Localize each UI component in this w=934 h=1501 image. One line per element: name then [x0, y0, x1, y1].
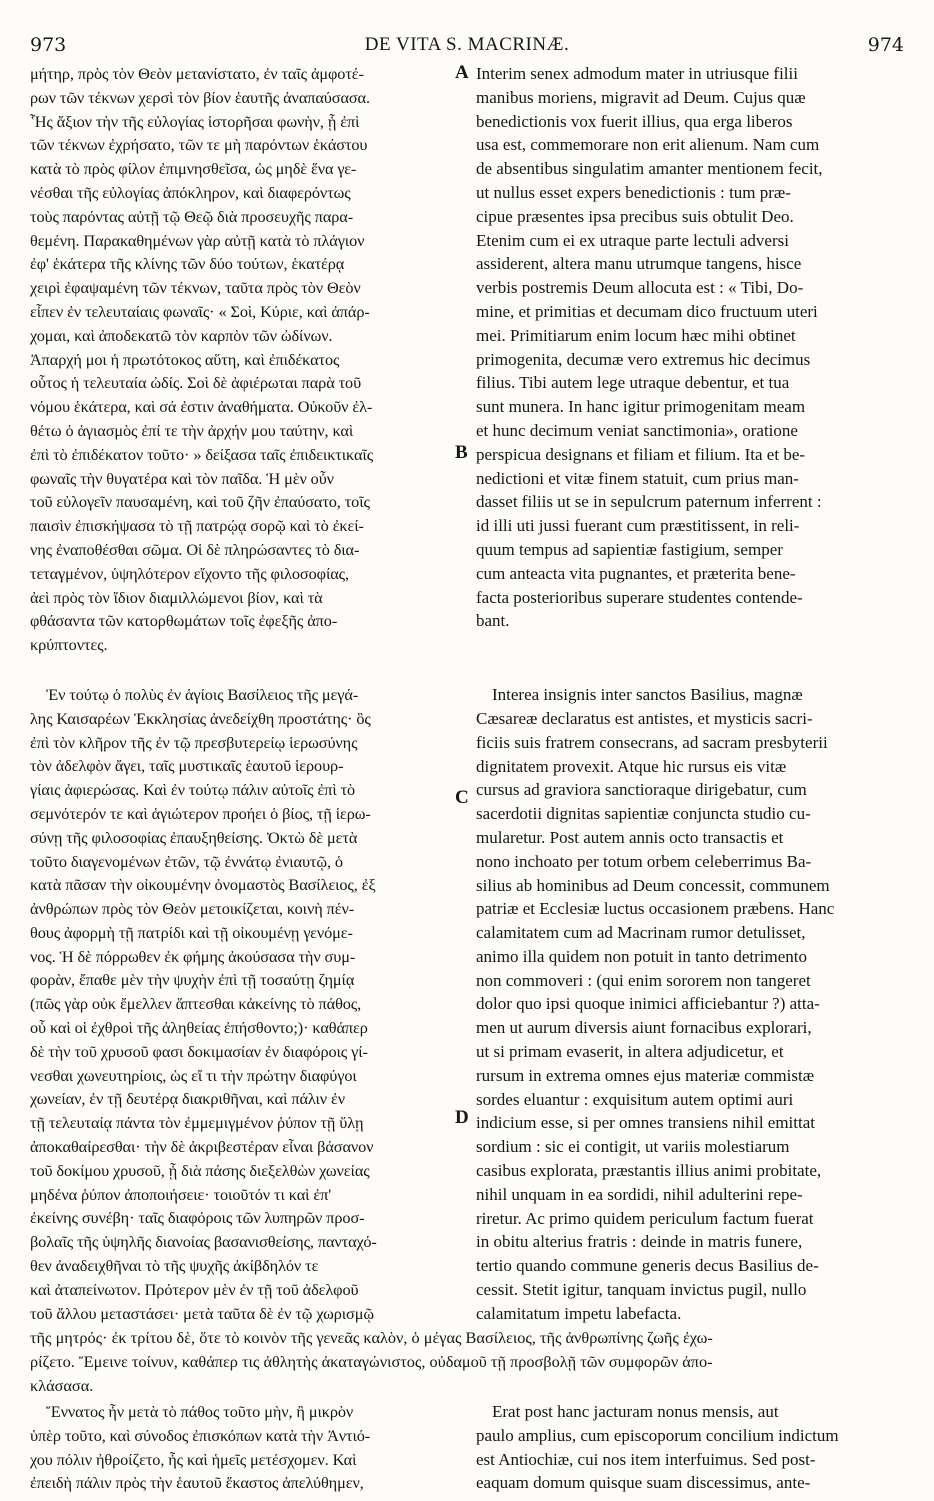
text-line: φορὰν, ἔπαθε μὲν τὴν ψυχὴν ἐπὶ τῇ τοσαύτῃ ζημίᾳ — [30, 970, 355, 990]
text-line: οὗτος ἡ τελευταία ὠδίς. Σοὶ δὲ ἀφιέρωται παρὰ τοῦ — [30, 373, 362, 393]
text-line: Interea insignis inter sanctos Basilius, magnæ — [492, 685, 803, 705]
text-line: ἐπειδὴ πάλιν πρὸς τὴν ἑαυτοῦ ἕκαστος ἀπελύθημεν, — [30, 1473, 364, 1493]
text-line: in obitu alterius fratris : deinde in matris funere, — [476, 1232, 803, 1252]
text-line: nono inchoato per totum orbem celeberrimus Ba- — [476, 851, 812, 871]
text-line: mine, et primitias et decumam dico fructuum uteri — [476, 301, 818, 321]
right-page-number: 974 — [867, 34, 904, 56]
text-line: χομαι, καὶ ἀποδεκατῶ τὸν καρπὸν τῶν ὠδίνων. — [30, 325, 333, 345]
text-line: Ἐν τούτῳ ὁ πολὺς ἐν ἁγίοις Βασίλειος τῆς μεγά- — [46, 684, 359, 704]
text-line: τοὺς παρόντας αὐτῇ τῷ Θεῷ διὰ προσευχῆς παρα- — [30, 206, 354, 226]
greek-paragraph-lower — [30, 683, 456, 1326]
text-line: φωναῖς τὴν θυγατέρα καὶ τὸν παῖδα. Ἡ μὲν οὖν — [30, 468, 334, 488]
latin-paragraph-upper — [476, 62, 912, 633]
text-line: id illi uti jussi fuerant cum præstitissent, in reli- — [476, 516, 800, 536]
text-line: τοῦτο διαγενομένων ἐτῶν, τῷ ἐννάτῳ ἐνιαυτῷ, ὁ — [30, 851, 343, 871]
section-marker-c: C — [455, 787, 469, 808]
text-line: cursus ad graviora sanctioraque dirigebatur, cum — [476, 780, 807, 800]
text-line: ἐφ' ἑκάτερα τῆς κλίνης τῶν δύο τούτων, ἑκατέρᾳ — [30, 254, 345, 274]
text-line: men ut aurum diversis aiunt fornacibus explorari, — [476, 1018, 812, 1038]
text-line: Ἧς ἄξιον τὴν τῆς εὐλογίας ἱστορῆσαι φωνὴν, ᾗ ἐπὶ — [30, 111, 360, 131]
text-line: verbis postremis Deum allocuta est : « Tibi, Do- — [476, 278, 804, 298]
text-line: ρων τῶν τέκνων χερσὶ τὸν βίον ἑαυτῆς ἀναπαύσασα. — [30, 87, 370, 107]
text-line: μήτηρ, πρὸς τὸν Θεὸν μετανίστατο, ἐν ταῖς ἀμφοτέ- — [30, 64, 364, 83]
text-line: est Antiochiæ, cui nos item interfuimus. Sed post- — [476, 1449, 816, 1469]
section-marker-d: D — [455, 1107, 469, 1128]
text-line: ἀποκαθαίρεσθαι· τὴν δὲ ἀκριβεστέραν εἶναι βάσανον — [30, 1137, 374, 1157]
text-line: Etenim cum ei ex utraque parte lectuli adversi — [476, 230, 789, 250]
text-line: facta posterioribus superare studentes contende- — [476, 587, 803, 607]
text-line: τοῦ δοκίμου χρυσοῦ, ᾗ διὰ πάσης διεξελθὼν χωνείας — [30, 1160, 370, 1180]
text-line: ὑπὲρ τοῦτο, καὶ σύνοδος ἐπισκόπων κατὰ τὴν Ἀντιό- — [30, 1425, 371, 1445]
text-line: riretur. Ac primo quidem periculum factum fuerat — [476, 1208, 814, 1228]
page-header — [0, 34, 934, 64]
text-line: (πῶς γὰρ οὐκ ἔμελλεν ἅπτεσθαι κἀκείνης τὸ πάθος, — [30, 994, 362, 1014]
text-line: κλάσασα. — [30, 1376, 94, 1395]
text-line: sordes eluantur : exquisitum autem optimi auri — [476, 1089, 794, 1109]
text-line: bant. — [476, 611, 510, 631]
text-line: χειρὶ ἐφαψαμένη τῶν τέκνων, ταῦτα πρὸς τὸν Θεὸν — [30, 278, 361, 298]
text-line: λης Καισαρέων Ἐκκλησίας ἀνεδείχθη προστάτης· ὃς — [30, 708, 371, 728]
text-line: τεταγμένον, ὑψηλότερον εἴχοντο τῆς φιλοσοφίας, — [30, 563, 349, 583]
text-line: θεμένη. Παρακαθημένων γὰρ αὐτῇ κατὰ τὸ πλάγιον — [30, 230, 365, 250]
text-line: εἶπεν ἐν τελευταίαις φωναῖς· « Σοὶ, Κύριε, καὶ ἀπάρ- — [30, 301, 370, 321]
greek-paragraph-upper — [30, 62, 456, 657]
text-line: ἀνθρώπων πρὸς τὸν Θεὸν μετοικίζεται, κοινὴ πέν- — [30, 899, 355, 919]
text-line: paulo amplius, cum episcoporum concilium indictum — [476, 1425, 839, 1445]
text-line: κρύπτοντες. — [30, 635, 108, 655]
text-line: ut nullus esset expers benedictionis : tum præ- — [476, 182, 791, 202]
text-line: sacerdotii dignitas sapientiæ conjuncta studio cu- — [476, 804, 811, 824]
text-line: οὗ καὶ οἱ ἐχθροὶ τῆς ἀληθείας ἐπήσθοντο;)· καθάπερ — [30, 1018, 368, 1038]
text-line: νεσθαι χωνευτηρίοις, ὡς εἴ τι τὴν πρώτην διαφύγοι — [30, 1065, 357, 1085]
text-line: eaquam domum quisque suam discessimus, ante- — [476, 1473, 811, 1493]
text-line: silius ab hominibus ad Deum concessit, communem — [476, 875, 830, 895]
text-line: κατὰ πᾶσαν τὴν οἰκουμένην ὀνομαστὸς Βασίλειος, ἐξ — [30, 875, 376, 895]
text-line: Erat post hanc jacturam nonus mensis, aut — [492, 1402, 779, 1421]
text-line: dasset filiis ut se in sepulcrum paternum inferrent : — [476, 492, 822, 512]
left-page-number: 973 — [30, 34, 67, 56]
text-line: θεν ἀναδειχθῆναι τὸ τῆς ψυχῆς ἀκίβδηλόν τε — [30, 1256, 319, 1276]
text-line: τῆς μητρός· ἐκ τρίτου δὲ, ὅτε τὸ κοινὸν τῆς γενεᾶς καλὸν, ὁ μέγας Βασίλειος, τῆς ἀνθρωπίνης ζωῆς ἐχω- — [30, 1328, 713, 1347]
text-line: primogenita, decumæ vero extremus hic decimus — [476, 349, 811, 369]
text-line: Ἀπαρχή μοι ἡ πρωτότοκος αὕτη, καὶ ἐπιδέκατος — [30, 349, 340, 369]
text-line: indicium esse, si per omnes transiens nihil emittat — [476, 1113, 815, 1133]
text-line: nihil unquam in ea sordidi, nihil adulterini repe- — [476, 1184, 803, 1204]
text-line: sunt munera. In hanc igitur primogenitam meam — [476, 397, 806, 417]
text-line: tertio quando commune generis decus Basilius de- — [476, 1256, 819, 1276]
text-line: δὲ τὴν τοῦ χρυσοῦ φασι δοκιμασίαν ἐν διαφόροις γί- — [30, 1041, 368, 1061]
text-line: ρίζετο. Ἔμεινε τοίνυν, καθάπερ τις ἀθλητὴς ἀκαταγώνιστος, οὐδαμοῦ τῇ προσβολῇ τῶν συμφορῶν ἀπο- — [30, 1352, 713, 1371]
text-line: Interim senex admodum mater in utriusque filii — [476, 64, 798, 83]
text-line: καὶ ἀταπείνωτον. Πρότερον μὲν ἐν τῇ τοῦ ἀδελφοῦ — [30, 1279, 359, 1299]
text-line: non commoveri : (qui enim sororem non tangeret — [476, 970, 811, 990]
text-line: dolor quo ipsi quoque inimici afficiebantur ?) atta- — [476, 994, 820, 1014]
section-marker-b: B — [455, 442, 468, 463]
text-line: βολαῖς τῆς ὑψηλῆς διανοίας βασανισθείσης, πανταχό- — [30, 1232, 377, 1252]
text-line: ἐπὶ τὸν κλῆρον τῆς ἐν τῷ πρεσβυτερείῳ ἱερωσύνης — [30, 732, 358, 752]
text-line: cipue præsentes ipsa precibus suis obtulit Deo. — [476, 206, 794, 226]
text-line: γίαις ἀφιερώσας. Καὶ ἐν τούτῳ πάλιν αὐτοῖς ἐπὶ τὸ — [30, 780, 356, 800]
text-line: ficiis suis fratrem consecrans, ad sacram presbyterii — [476, 732, 828, 752]
text-line: νόμου ἑκάτερα, καὶ σά ἐστιν ἀναθήματα. Οὐκοῦν ἐλ- — [30, 397, 373, 417]
text-line: θους ἀφορμὴ τῇ πατρίδι καὶ τῇ οἰκουμένῃ γενόμε- — [30, 922, 353, 942]
text-line: τὸν ἀδελφὸν ἄγει, ταῖς μυστικαῖς ἑαυτοῦ ἱερουρ- — [30, 756, 344, 776]
text-line: τοῦ εὐλογεῖν παυσαμένη, καὶ τοῦ ζῆν ἐπαύσατο, τοῖς — [30, 492, 370, 512]
section-marker-a: A — [455, 62, 469, 83]
text-line: τοῦ ἄλλου μεταστάσει· μετὰ ταῦτα δὲ ἐν τῷ χωρισμῷ — [30, 1303, 374, 1323]
greek-column — [30, 62, 456, 1325]
text-line: Ἔννατος ἦν μετὰ τὸ πάθος τοῦτο μὴν, ἢ μικρὸν — [46, 1402, 354, 1421]
text-line: nedictioni et vitæ finem statuit, cum prius man- — [476, 468, 799, 488]
greek-paragraph-final — [30, 1400, 456, 1495]
text-line: cessit. Stetit igitur, tanquam invictus pugil, nullo — [476, 1280, 807, 1300]
text-line: ἀεὶ πρὸς τὸν ἴδιον διαμιλλώμενοι βίον, καὶ τὰ — [30, 587, 323, 607]
text-line: mei. Primitiarum enim locum hæc mihi obtinet — [476, 325, 796, 345]
text-line: filius. Tibi autem lege utraque debentur, et tua — [476, 373, 790, 393]
text-line: παισὶν ἐπισκήψασα τὸ τῇ πατρῴᾳ σορῷ καὶ τὸ ἐκεί- — [30, 516, 364, 536]
text-line: cum anteacta vita pugnantes, et præterita bene- — [476, 563, 796, 583]
text-line: σεμνότερόν τε καὶ ἁγιώτερον προήει ὁ βίος, τῇ ἱερω- — [30, 803, 371, 823]
text-line: animo illa quidem non potuit in tanto detrimento — [476, 946, 807, 966]
text-line: ἐπὶ τὸ ἐπιδέκατον τοῦτο· » δείξασα ταῖς ἐπιδεικτικαῖς — [30, 444, 374, 464]
text-line: ἐκείνης συνέβη· ταῖς διαφόροις τῶν λυπηρῶν προσ- — [30, 1208, 365, 1228]
text-line: νέσθαι τῆς εὐλογίας ἀπόκληρον, καὶ διαφερόντως — [30, 182, 351, 202]
text-line: χου πόλιν ἠθροίζετο, ἧς καὶ ἡμεῖς μετέσχομεν. Καὶ — [30, 1449, 357, 1469]
text-line: assiderent, altera manu utrumque tangens, hisce — [476, 254, 802, 274]
text-line: θέτω ὁ ἁγιασμὸς ἐπί τε τὴν ἀρχήν μου ταύτην, καὶ — [30, 420, 354, 440]
text-line: sordium : sic ei contigit, ut variis molestiarum — [476, 1137, 790, 1157]
text-line: quum tempus ad sapientiæ fastigium, semper — [476, 539, 783, 559]
text-line: ut si primam evaserit, in altera adjudicetur, et — [476, 1042, 784, 1062]
text-line: Cæsareæ declaratus est antistes, et mysticis sacri- — [476, 708, 813, 728]
text-line: calamitatum impetu labefacta. — [476, 1303, 682, 1323]
text-line: χωνείαν, ἐν τῇ δευτέρᾳ διακριθῆναι, καὶ πάλιν ἐν — [30, 1089, 345, 1109]
text-line: σύνῃ τῆς φιλοσοφίας ἐπαυξηθείσης. Ὀκτὼ δὲ μετὰ — [30, 827, 358, 847]
text-line: mularetur. Post autem annis octo transactis et — [476, 827, 784, 847]
running-title: DE VITA S. MACRINÆ. — [364, 34, 570, 55]
text-line: τῶν τέκνων ἐχρήσατο, τῶν τε μὴ παρόντων ἑκάστου — [30, 135, 368, 155]
text-line: τῇ τελευταίᾳ πάντα τὸν ἐμμεμιγμένον ῥύπον τῇ ὕλῃ — [30, 1113, 364, 1133]
text-line: φθάσαντα τῶν κατορθωμάτων τοῖς ἐφεξῆς ἀπο- — [30, 611, 338, 631]
text-line: perspicua designans et filiam et filium. Ita et be- — [476, 444, 806, 464]
text-line: de absentibus singulatim amanter mentionem fecit, — [476, 159, 823, 179]
text-line: κατὰ τὸ πρὸς φίλον ἐπιμνησθεῖσα, ὡς μηδὲ ἕνα γε- — [30, 159, 357, 179]
text-line: νης ἐναποθέσθαι σῶμα. Οἱ δὲ πληρώσαντες τὸ δια- — [30, 539, 360, 559]
text-line: usa est, commemorare non erit alienum. Nam cum — [476, 135, 820, 155]
text-line: casibus explorata, præstantis illius animi probitate, — [476, 1161, 822, 1181]
latin-paragraph-final — [476, 1400, 912, 1495]
latin-paragraph-lower — [476, 683, 912, 1326]
text-line: νος. Ἡ δὲ πόρρωθεν ἐκ φήμης ἀκούσασα τὴν συμ- — [30, 946, 356, 966]
text-line: μηδένα ῥύπον ἀποποιήσειε· τοιοῦτόν τι καὶ ἐπ' — [30, 1184, 332, 1204]
full-width-greek-lines — [30, 1326, 920, 1398]
text-line: patriæ et Ecclesiæ luctus occasionem præbens. Hanc — [476, 899, 835, 919]
text-line: calamitatem cum ad Macrinam rumor detulisset, — [476, 923, 806, 943]
text-line: dignitatem provexit. Atque hic rursus eis vitæ — [476, 756, 787, 776]
text-line: manibus moriens, migravit ad Deum. Cujus quæ — [476, 87, 806, 107]
text-line: et hunc decimum veniat sanctimonia», oratione — [476, 420, 798, 440]
text-line: benedictionis vox fuerit illius, qua erga liberos — [476, 111, 793, 131]
latin-column — [476, 62, 912, 1326]
text-line: rursum in extrema omnes ejus materiæ commistæ — [476, 1065, 815, 1085]
